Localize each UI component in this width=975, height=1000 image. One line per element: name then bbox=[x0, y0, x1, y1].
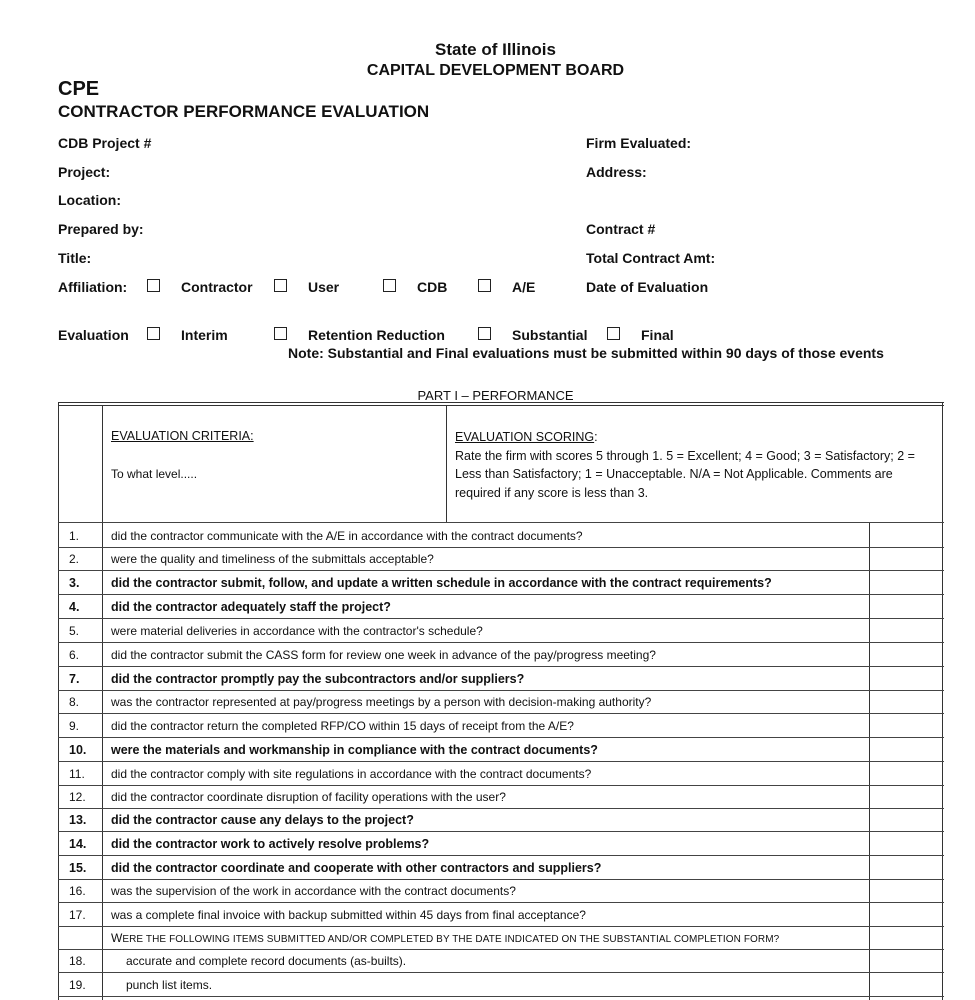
row-number: 4. bbox=[69, 599, 80, 614]
table-row-divider bbox=[58, 618, 944, 619]
affiliation-cdb-label: CDB bbox=[417, 279, 448, 295]
table-row-divider bbox=[58, 690, 944, 691]
table-row-divider bbox=[58, 996, 944, 997]
evaluation-criteria-subtitle: To what level..... bbox=[111, 467, 198, 481]
row-number: 3. bbox=[69, 575, 80, 590]
form-code: CPE bbox=[58, 78, 100, 100]
row-number: 17. bbox=[69, 907, 86, 922]
evaluation-criteria-title: EVALUATION CRITERIA: bbox=[111, 429, 254, 443]
evaluation-interim-checkbox[interactable] bbox=[147, 327, 160, 340]
score-input-cell[interactable] bbox=[871, 715, 941, 736]
row-number: 16. bbox=[69, 884, 86, 898]
table-row-divider bbox=[58, 831, 944, 832]
score-input-cell[interactable] bbox=[871, 763, 941, 784]
affiliation-contractor-label: Contractor bbox=[181, 279, 253, 295]
table-row-divider bbox=[58, 926, 944, 927]
score-input-cell[interactable] bbox=[871, 928, 941, 948]
score-input-cell[interactable] bbox=[871, 904, 941, 925]
date-of-evaluation-label: Date of Evaluation bbox=[586, 279, 709, 295]
criteria-text: were the materials and workmanship in compliance with the contract documents? bbox=[111, 742, 598, 757]
affiliation-ae-label: A/E bbox=[512, 279, 536, 295]
row-number: 11. bbox=[69, 766, 85, 781]
criteria-text: was the contractor represented at pay/progress meetings by a person with decision-making authority? bbox=[111, 695, 652, 709]
table-row-divider bbox=[58, 855, 944, 856]
table-left-border bbox=[58, 402, 59, 1000]
criteria-text: did the contractor promptly pay the subcontractors and/or suppliers? bbox=[111, 671, 525, 686]
score-input-cell[interactable] bbox=[871, 951, 941, 971]
affiliation-user-checkbox[interactable] bbox=[274, 279, 287, 292]
row-number: 19. bbox=[69, 977, 86, 992]
evaluation-substantial-label: Substantial bbox=[512, 327, 588, 343]
criteria-text: punch list items. bbox=[126, 977, 213, 992]
table-row-divider bbox=[58, 785, 944, 786]
row-number: 10. bbox=[69, 742, 87, 757]
total-contract-amount-label: Total Contract Amt: bbox=[586, 250, 716, 266]
firm-evaluated-label: Firm Evaluated: bbox=[586, 135, 692, 151]
table-row-divider bbox=[58, 902, 944, 903]
row-number: 12. bbox=[69, 790, 86, 804]
table-number-column-divider bbox=[102, 405, 103, 1000]
criteria-text: did the contractor submit the CASS form for review one week in advance of the pay/progress meeting? bbox=[111, 647, 656, 662]
form-title: CONTRACTOR PERFORMANCE EVALUATION bbox=[58, 102, 430, 121]
evaluation-label: Evaluation bbox=[58, 327, 129, 343]
table-row-divider bbox=[58, 547, 944, 548]
criteria-text: did the contractor work to actively resolve problems? bbox=[111, 836, 430, 851]
score-input-cell[interactable] bbox=[871, 692, 941, 712]
subheading-first-letter: W bbox=[111, 931, 123, 945]
location-label: Location: bbox=[58, 192, 121, 208]
score-input-cell[interactable] bbox=[871, 572, 941, 593]
part-title: PART I – PERFORMANCE bbox=[417, 388, 574, 403]
evaluation-retention-label: Retention Reduction bbox=[308, 327, 445, 343]
evaluation-note: Note: Substantial and Final evaluations must be submitted within 90 days of those events bbox=[288, 345, 884, 361]
substantial-completion-subheading bbox=[111, 931, 779, 945]
subheading-rest: ERE THE FOLLOWING ITEMS SUBMITTED AND/OR COMPLETED BY THE DATE INDICATED ON THE SUBSTANTIAL COMPLETION FORM? bbox=[122, 934, 780, 945]
table-row-divider bbox=[58, 761, 944, 762]
evaluation-scoring-block bbox=[455, 428, 925, 502]
table-row-divider bbox=[58, 949, 944, 950]
row-number: 15. bbox=[69, 860, 87, 875]
row-number: 13. bbox=[69, 813, 87, 827]
score-input-cell[interactable] bbox=[871, 525, 941, 546]
criteria-text: was a complete final invoice with backup submitted within 45 days from final acceptance? bbox=[111, 907, 586, 922]
criteria-text: did the contractor adequately staff the project? bbox=[111, 599, 391, 614]
criteria-text: did the contractor comply with site regulations in accordance with the contract documents? bbox=[111, 766, 592, 781]
contract-number-label: Contract # bbox=[586, 221, 656, 237]
score-input-cell[interactable] bbox=[871, 881, 941, 901]
affiliation-contractor-checkbox[interactable] bbox=[147, 279, 160, 292]
row-number: 5. bbox=[69, 623, 80, 638]
table-row-divider bbox=[58, 972, 944, 973]
table-row-divider bbox=[58, 808, 944, 809]
row-number: 14. bbox=[69, 836, 87, 851]
table-row-divider bbox=[58, 594, 944, 595]
prepared-by-label: Prepared by: bbox=[58, 221, 144, 237]
table-row-divider bbox=[58, 879, 944, 880]
evaluation-final-label: Final bbox=[641, 327, 674, 343]
affiliation-cdb-checkbox[interactable] bbox=[383, 279, 396, 292]
table-row-divider bbox=[58, 737, 944, 738]
score-input-cell[interactable] bbox=[871, 787, 941, 807]
table-criteria-scoring-divider bbox=[446, 405, 447, 523]
table-top-border bbox=[58, 402, 944, 403]
table-row-divider bbox=[58, 570, 944, 571]
table-right-border bbox=[942, 402, 943, 1000]
affiliation-label: Affiliation: bbox=[58, 279, 128, 295]
table-top-border-inner bbox=[58, 405, 944, 406]
criteria-text: accurate and complete record documents (as-builts). bbox=[126, 954, 407, 968]
row-number: 8. bbox=[69, 695, 80, 709]
criteria-text: did the contractor submit, follow, and update a written schedule in accordance with the contract requirements? bbox=[111, 575, 772, 590]
affiliation-user-label: User bbox=[308, 279, 340, 295]
address-label: Address: bbox=[586, 164, 647, 180]
score-input-cell[interactable] bbox=[871, 974, 941, 995]
table-row-divider bbox=[58, 713, 944, 714]
header-bottom-border bbox=[58, 522, 944, 523]
project-label: Project: bbox=[58, 164, 111, 180]
row-number: 9. bbox=[69, 718, 80, 733]
evaluation-scoring-text: Rate the firm with scores 5 through 1. 5 = Excellent; 4 = Good; 3 = Satisfactory; 2 = Less than Satisfactory; 1 = Unacceptable. N/A = Not Applicable. Comments are required if any score is less than 3. bbox=[455, 448, 915, 500]
row-number: 2. bbox=[69, 552, 80, 566]
affiliation-ae-checkbox[interactable] bbox=[478, 279, 491, 292]
score-input-cell[interactable] bbox=[871, 644, 941, 665]
board-title: CAPITAL DEVELOPMENT BOARD bbox=[366, 62, 625, 79]
score-input-cell[interactable] bbox=[871, 810, 941, 830]
criteria-text: were the quality and timeliness of the submittals acceptable? bbox=[111, 552, 434, 566]
row-number: 18. bbox=[69, 954, 86, 968]
criteria-text: were material deliveries in accordance with the contractor's schedule? bbox=[111, 623, 483, 638]
criteria-text: did the contractor return the completed RFP/CO within 15 days of receipt from the A/E? bbox=[111, 718, 574, 733]
table-row-divider bbox=[58, 666, 944, 667]
project-number-label: CDB Project # bbox=[58, 135, 152, 151]
score-input-cell[interactable] bbox=[871, 596, 941, 617]
criteria-text: did the contractor cause any delays to the project? bbox=[111, 813, 414, 827]
criteria-text: did the contractor communicate with the A/E in accordance with the contract documents? bbox=[111, 528, 583, 543]
score-input-cell[interactable] bbox=[871, 739, 941, 760]
criteria-text: did the contractor coordinate and cooperate with other contractors and suppliers? bbox=[111, 860, 602, 875]
criteria-text: was the supervision of the work in accordance with the contract documents? bbox=[111, 884, 516, 898]
state-title: State of Illinois bbox=[435, 40, 556, 59]
row-number: 6. bbox=[69, 647, 80, 662]
score-input-cell[interactable] bbox=[871, 668, 941, 689]
score-input-cell[interactable] bbox=[871, 857, 941, 878]
row-number: 7. bbox=[69, 671, 80, 686]
row-number: 1. bbox=[69, 528, 80, 543]
score-input-cell[interactable] bbox=[871, 833, 941, 854]
table-row-divider bbox=[58, 642, 944, 643]
score-input-cell[interactable] bbox=[871, 620, 941, 641]
evaluation-scoring-colon: : bbox=[594, 430, 598, 444]
title-label: Title: bbox=[58, 250, 92, 266]
evaluation-substantial-checkbox[interactable] bbox=[478, 327, 491, 340]
score-input-cell[interactable] bbox=[871, 549, 941, 569]
evaluation-final-checkbox[interactable] bbox=[607, 327, 620, 340]
evaluation-scoring-title: EVALUATION SCORING bbox=[455, 430, 595, 444]
criteria-text: did the contractor coordinate disruption of facility operations with the user? bbox=[111, 790, 506, 804]
evaluation-retention-checkbox[interactable] bbox=[274, 327, 287, 340]
evaluation-interim-label: Interim bbox=[181, 327, 228, 343]
